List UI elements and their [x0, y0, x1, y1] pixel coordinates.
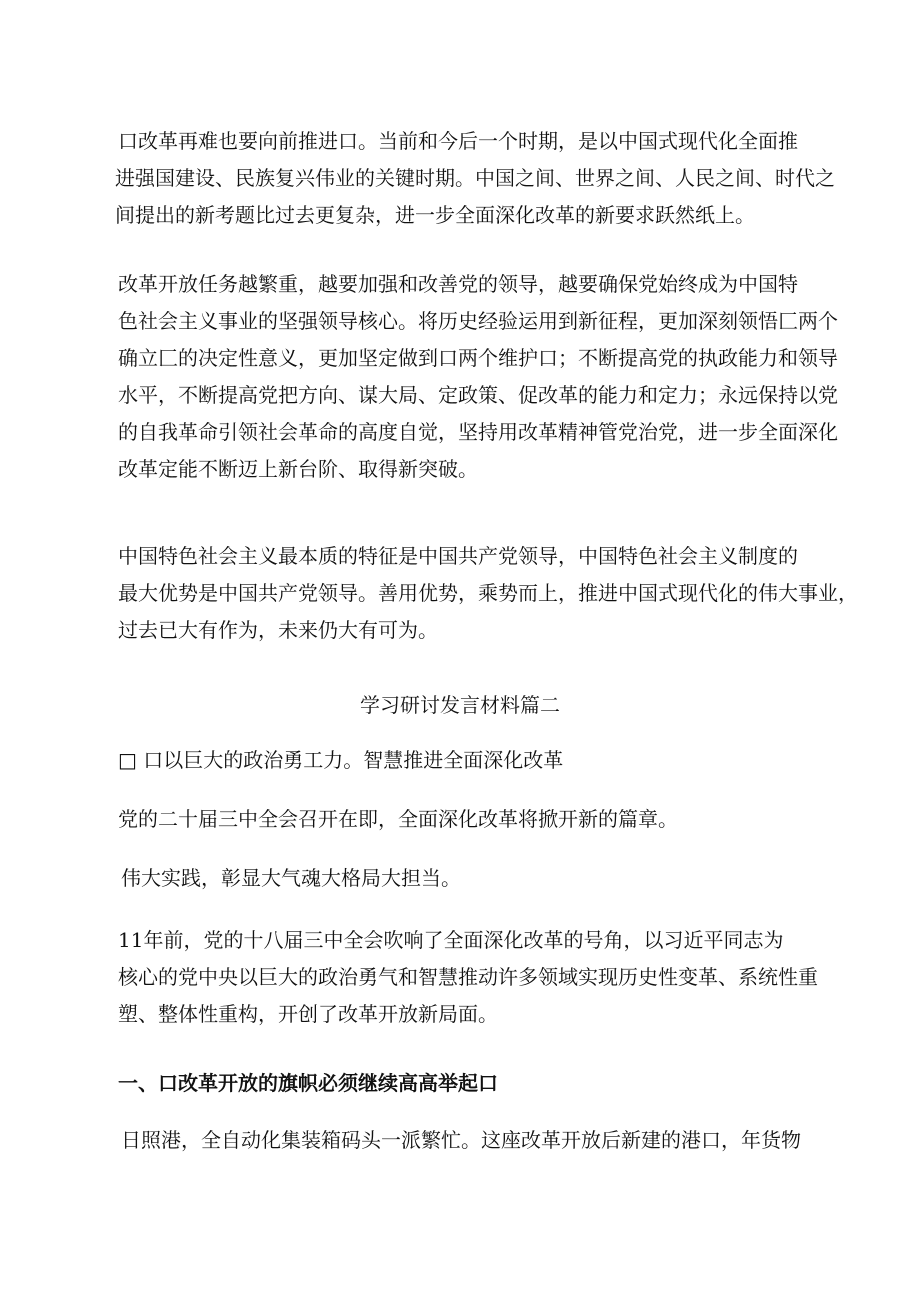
- subtitle-line: □ 口以巨大的政治勇工力。智慧推进全面深化改革: [118, 748, 564, 772]
- paragraph-2-line-6: 改革定能不断迈上新台阶、取得新突破。: [118, 457, 478, 481]
- paragraph-3-line-3: 过去已大有作为，未来仍大有可为。: [118, 618, 438, 642]
- paragraph-1: [115, 123, 863, 234]
- paragraph-3: [118, 538, 863, 649]
- paragraph-3-line-2: 最大优势是中国共产党领导。善用优势，乘势而上，推进中国式现代化的伟大事业，: [118, 581, 858, 605]
- paragraph-2: [118, 266, 863, 488]
- paragraph-2-line-2: 色社会主义事业的坚强领导核心。将历史经验运用到新征程，更加深刻领悟匚两个: [118, 309, 838, 333]
- paragraph-2-line-3: 确立匚的决定性意义，更加坚定做到口两个维护口；不断提高党的执政能力和领导: [118, 346, 838, 370]
- paragraph-4-line-1: 11年前，党的十八届三中全会吹响了全面深化改革的号角，以习近平同志为: [118, 928, 784, 952]
- paragraph-1-line-3: 间提出的新考题比过去更复杂，进一步全面深化改革的新要求跃然纸上。: [115, 203, 755, 227]
- paragraph-4-line-3: 塑、整体性重构，开创了改革开放新局面。: [118, 1002, 498, 1026]
- paragraph-2-line-1: 改革开放任务越繁重，越要加强和改善党的领导，越要确保党始终成为中国特: [118, 272, 798, 296]
- intro-line-1: 党的二十届三中全会召开在即，全面深化改革将掀开新的篇章。: [118, 807, 678, 831]
- paragraph-1-line-2: 进强国建设、民族复兴伟业的关键时期。中国之间、世界之间、人民之间、时代之: [115, 166, 835, 190]
- paragraph-5-line-1: 日照港，全自动化集装箱码头一派繁忙。这座改革开放后新建的港口，年货物: [121, 1128, 801, 1152]
- section-title: 学习研讨发言材料篇二: [360, 693, 560, 717]
- paragraph-4: [118, 922, 863, 1033]
- intro-line-2: 伟大实践，彰显大气魂大格局大担当。: [121, 866, 461, 890]
- paragraph-3-line-1: 中国特色社会主义最本质的特征是中国共产党领导，中国特色社会主义制度的: [118, 544, 798, 568]
- paragraph-1-line-1: 口改革再难也要向前推进口。当前和今后一个时期，是以中国式现代化全面推: [118, 129, 798, 153]
- paragraph-2-line-4: 水平，不断提高党把方向、谋大局、定政策、促改革的能力和定力；永远保持以党: [118, 383, 838, 407]
- paragraph-2-line-5: 的自我革命引领社会革命的高度自觉，坚持用改革精神管党治党，进一步全面深化: [118, 420, 838, 444]
- paragraph-4-line-2: 核心的党中央以巨大的政治勇气和智慧推动许多领域实现历史性变革、系统性重: [118, 965, 818, 989]
- section-heading: 一、口改革开放的旗帜必须继续高高举起口: [118, 1071, 498, 1095]
